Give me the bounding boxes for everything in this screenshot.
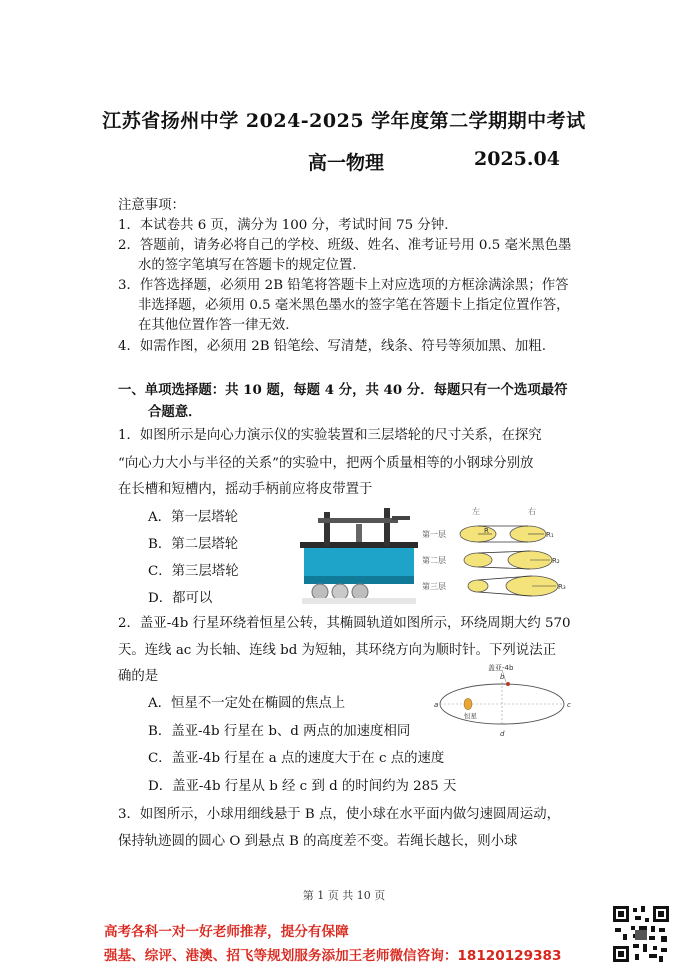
- q3-stem-line-1: 3．如图所示，小球用细线悬于 B 点，使小球在水平面内做匀速圆周运动，: [118, 807, 560, 822]
- fig1-radius-r: R: [484, 527, 489, 535]
- fig1-radius-r3: R₃: [558, 583, 566, 591]
- q2-option-b: B．盖亚-4b 行星在 b、d 两点的加速度相同: [148, 724, 411, 739]
- q2-stem-line-3: 确的是: [118, 669, 159, 684]
- tower-pulley-figure: [420, 502, 568, 606]
- q1-option-c: C．第三层塔轮: [148, 564, 239, 579]
- q1-stem-line-1: 1．如图所示是向心力演示仪的实验装置和三层塔轮的尺寸关系，在探究: [118, 428, 542, 443]
- q1-stem-line-3: 在长槽和短槽内，摇动手柄前应将皮带置于: [118, 482, 373, 497]
- q1-stem-line-2: “向心力大小与半径的关系”的实验中，把两个质量相等的小钢球分别放: [118, 456, 534, 471]
- section-1-heading: 一、单项选择题：共 10 题，每题 4 分，共 40 分．每题只有一个选项最符: [118, 382, 568, 398]
- section-1-heading-cont: 合题意．: [148, 404, 202, 420]
- ad-line-2: 强基、综评、港澳、招飞等规划服务添加王老师微信咨询：18120129383: [104, 948, 562, 964]
- centripetal-apparatus-figure: [296, 502, 422, 606]
- fig1-right-label: 右: [528, 507, 536, 516]
- exam-title: 江苏省扬州中学 2024-2025 学年度第二学期期中考试: [102, 110, 586, 132]
- page-number: 第 1 页 共 10 页: [302, 889, 386, 902]
- exam-date: 2025.04: [474, 148, 560, 170]
- notice-item-2-line-1: 2．答题前，请务必将自己的学校、班级、姓名、准考证号用 0.5 毫米黑色墨: [118, 238, 572, 253]
- notice-item-4: 4．如需作图，必须用 2B 铅笔绘、写清楚，线条、符号等须加黑、加粗.: [118, 339, 546, 354]
- fig1-layer-1: 第一层: [422, 530, 446, 539]
- fig1-layer-2: 第二层: [422, 556, 446, 565]
- fig2-star-label: 恒星: [464, 712, 477, 720]
- q2-stem-line-1: 2．盖亚-4b 行星环绕着恒星公转，其椭圆轨道如图所示，环绕周期大约 570: [118, 616, 571, 631]
- fig2-point-a: a: [434, 701, 439, 709]
- notice-item-3-line-2: 非选择题，必须用 0.5 毫米黑色墨水的签字笔在答题卡上指定位置作答，: [138, 298, 570, 313]
- notice-item-2-line-2: 水的签字笔填写在答题卡的规定位置.: [138, 258, 357, 273]
- q1-option-b: B．第二层塔轮: [148, 537, 239, 552]
- ad-line-1: 高考各科一对一好老师推荐，提分有保障: [104, 924, 349, 940]
- q2-stem-line-2: 天。连线 ac 为长轴、连线 bd 为短轴，其环绕方向为顺时针。下列说法正: [118, 643, 556, 658]
- q2-option-a: A．恒星不一定处在椭圆的焦点上: [148, 696, 346, 711]
- q2-option-c: C．盖亚-4b 行星在 a 点的速度大于在 c 点的速度: [148, 751, 445, 766]
- q3-stem-line-2: 保持轨迹圆的圆心 O 到悬点 B 的高度差不变。若绳长越长，则小球: [118, 834, 518, 849]
- fig2-planet-label: 盖亚-4b: [488, 664, 514, 672]
- q2-option-d: D．盖亚-4b 行星从 b 经 c 到 d 的时间约为 285 天: [148, 779, 457, 794]
- elliptical-orbit-figure: [430, 662, 580, 744]
- fig2-point-c: c: [567, 701, 571, 709]
- fig1-left-label: 左: [472, 507, 480, 516]
- fig2-point-b: b: [500, 673, 505, 681]
- notice-heading: 注意事项：: [118, 198, 185, 213]
- fig2-point-d: d: [500, 730, 505, 738]
- q1-option-a: A．第一层塔轮: [148, 510, 239, 525]
- fig1-radius-r2: R₂: [552, 557, 560, 565]
- qr-code-icon: [611, 904, 671, 964]
- exam-subject: 高一物理: [308, 152, 385, 174]
- notice-item-3-line-1: 3．作答选择题，必须用 2B 铅笔将答题卡上对应选项的方框涂满涂黑；作答: [118, 278, 569, 293]
- fig1-radius-r1: R₁: [546, 531, 554, 539]
- notice-item-1: 1．本试卷共 6 页，满分为 100 分，考试时间 75 分钟.: [118, 218, 449, 233]
- q1-option-d: D．都可以: [148, 591, 213, 606]
- fig1-layer-3: 第三层: [422, 582, 446, 591]
- notice-item-3-line-3: 在其他位置作答一律无效.: [138, 318, 290, 333]
